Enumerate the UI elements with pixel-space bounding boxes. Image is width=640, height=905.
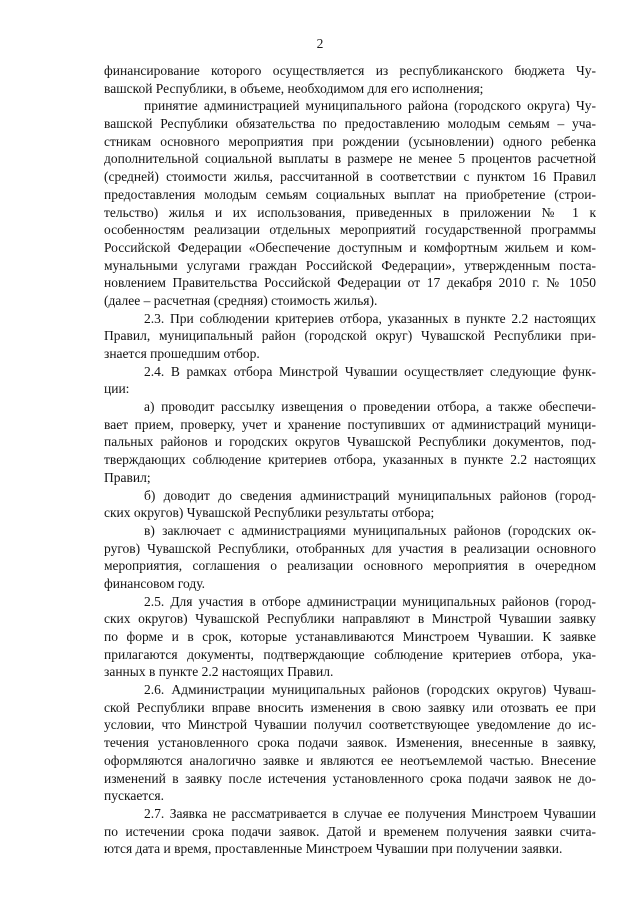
text-line: (средней) стоимости жилья, рассчитанной в соответствии с пунктом 16 Правил [104, 169, 596, 185]
text-line: вашской Республики обязательства по предоставлению молодым семьям – уча- [104, 116, 596, 132]
text-line: ских округов) Чувашской Республики результаты отбора; [104, 505, 435, 521]
text-line: дополнительной социальной выплаты в размере не менее 5 процентов расчетной [104, 151, 596, 167]
paragraph [104, 522, 596, 593]
text-line: ской Республики вправе вносить изменения в свою заявку или отозвать ее при [104, 699, 596, 715]
text-line: прилагаются документы, подтверждающие соблюдение критериев отбора, ука- [104, 646, 596, 662]
text-line: изменений в заявку после истечения установленного срока подачи заявок не до- [104, 770, 596, 786]
text-line: оформляются аналогично заявке и являются ее неотъемлемой частью. Внесение [104, 752, 596, 768]
text-line: течения установленного срока подачи заявок. Изменения, внесенные в заявку, [104, 735, 596, 751]
text-line: финансирование которого осуществляется из республиканского бюджета Чу- [104, 63, 596, 78]
text-line: пускается. [104, 788, 164, 804]
page-number: 2 [316, 36, 324, 51]
text-line: занных в пункте 2.2 настоящих Правил. [104, 664, 334, 680]
text-line: принятие администрацией муниципального района (городского округа) Чу- [144, 98, 596, 114]
paragraph [104, 398, 596, 486]
text-line: ются дата и время, проставленные Минстроем Чувашии при получении заявки. [104, 841, 563, 857]
paragraph [104, 97, 596, 309]
text-line: особенностям реализации отдельных мероприятий государственной программы [104, 222, 596, 238]
text-line: пальных районов и городских округов Чувашской Республики документов, под- [104, 434, 596, 450]
text-line: а) проводит рассылку извещения о проведении отбора, а также обеспечи- [144, 399, 596, 415]
text-line: вает прием, проверку, учет и хранение поступивших от администраций муници- [104, 416, 596, 432]
text-line: 2.7. Заявка не рассматривается в случае ее получения Минстроем Чувашии [144, 805, 596, 821]
text-line: предоставления молодым семьям социальных выплат на приобретение (строи- [104, 186, 596, 202]
paragraph [104, 805, 596, 858]
text-line: Правил; [104, 469, 151, 485]
document-body [104, 62, 596, 858]
text-line: по форме и в срок, которые устанавливаются Минстроем Чувашии. К заявке [104, 629, 596, 644]
text-line: 2.5. Для участия в отборе администрации муниципальных районов (город- [144, 593, 596, 609]
text-line: б) доводит до сведения администраций муниципальных районов (город- [144, 487, 596, 503]
paragraph [104, 310, 596, 363]
text-line: стникам основного мероприятия при рождении (усыновлении) одного ребенка [104, 133, 596, 149]
text-line: ругов) Чувашской Республики, отобранных для участия в реализации основного [104, 540, 596, 556]
paragraph [104, 681, 596, 805]
text-line: ции: [104, 381, 130, 397]
paragraph [104, 593, 596, 681]
text-line: новлением Правительства Российской Федерации от 17 декабря 2010 г. № 1050 [104, 275, 596, 291]
text-line: финансовом году. [104, 575, 206, 591]
paragraph [104, 487, 596, 522]
text-line: мероприятия, соглашения о реализации основного мероприятия в очередном [104, 558, 596, 574]
text-line: тельство) жилья и их использования, приведенных в приложении № 1 к [104, 204, 596, 220]
paragraph [104, 363, 596, 398]
text-line: 2.6. Администрации муниципальных районов (городских округов) Чуваш- [144, 682, 596, 698]
text-line: 2.4. В рамках отбора Минстрой Чувашии осуществляет следующие функ- [144, 363, 596, 379]
paragraph [104, 62, 596, 97]
text-line: условии, что Минстрой Чувашии получил соответствующее уведомление до ис- [104, 717, 596, 733]
text-line: знается прошедшим отбор. [104, 346, 260, 361]
text-line: Правил, муниципальный район (городской округ) Чувашской Республики при- [104, 328, 596, 344]
text-line: (далее – расчетная (средняя) стоимость жилья). [104, 292, 378, 308]
text-line: по истечении срока подачи заявок. Датой и временем получения заявки счита- [104, 823, 596, 839]
text-line: 2.3. При соблюдении критериев отбора, указанных в пункте 2.2 настоящих [144, 310, 596, 326]
text-line: ских округов) Чувашской Республики направляют в Минстрой Чувашии заявку [104, 611, 596, 627]
text-line: Российской Федерации «Обеспечение доступным и комфортным жильем и ком- [104, 239, 596, 255]
text-line: мунальными услугами граждан Российской Федерации», утвержденным поста- [104, 257, 596, 273]
text-line: тверждающих соблюдение критериев отбора, указанных в пункте 2.2 настоящих [104, 452, 596, 468]
text-line: вашской Республики, в объеме, необходимом для его исполнения; [104, 80, 484, 96]
text-line: в) заключает с администрациями муниципальных районов (городских ок- [144, 522, 596, 538]
